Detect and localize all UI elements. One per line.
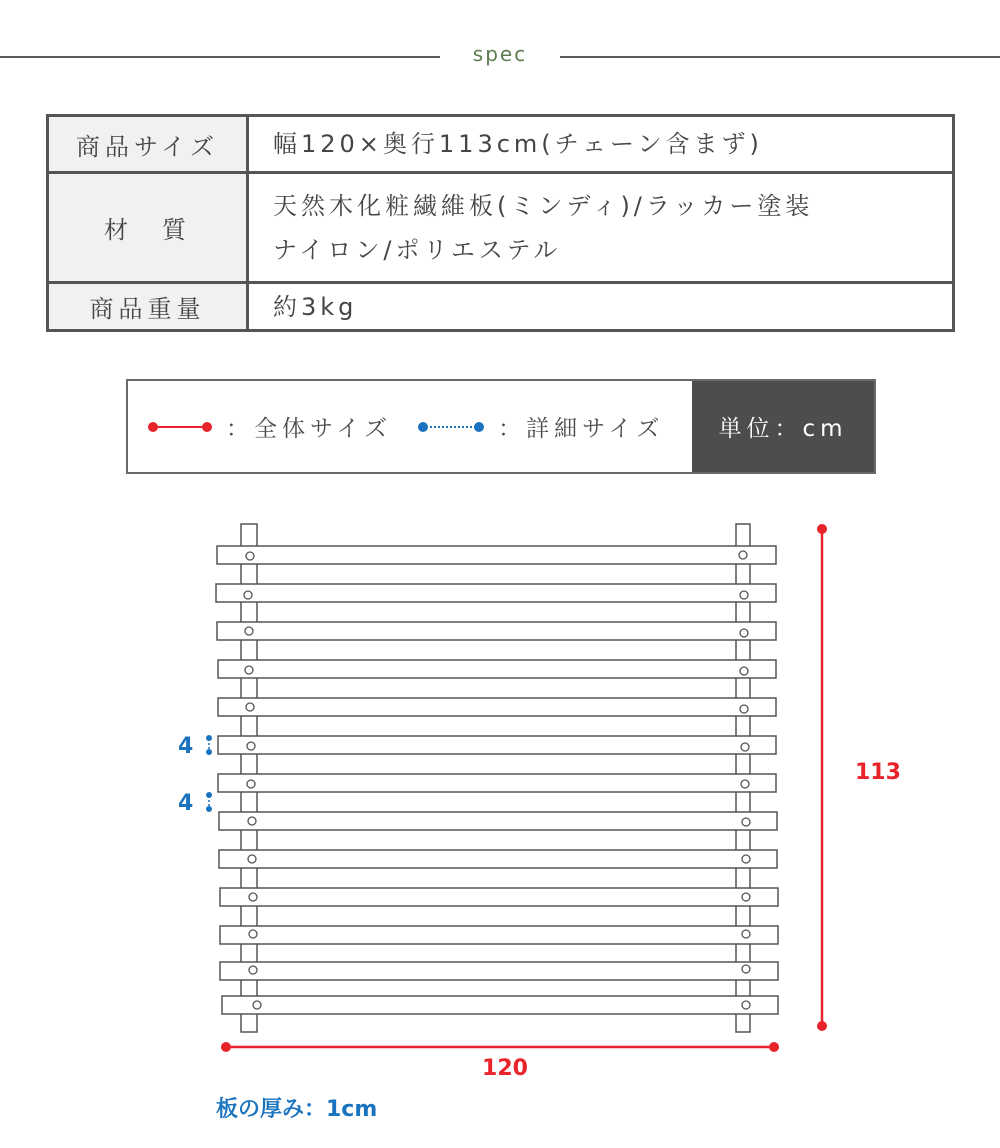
section-title: spec [472,42,528,66]
gap-label: 4 [178,734,194,759]
row-value [249,117,952,171]
gap-dimensions [206,735,212,812]
table-row-material [49,171,952,281]
divider-right [560,56,1000,58]
legend-detail-label: ：詳細サイズ [498,416,665,442]
spec-table [46,114,955,332]
value-line: 幅120×奥行113cm(チェーン含まず) [273,130,763,158]
value-line: 約3kg [273,292,358,321]
width-dimension [221,1042,779,1052]
value-line: ナイロン/ポリエステル [273,235,562,264]
row-value [249,284,952,329]
row-value [249,174,952,281]
row-label: 材 質 [49,174,249,281]
slat-blind-drawing [0,500,1000,1120]
table-row-size [49,117,952,171]
divider-left [0,56,440,58]
red-solid-line-icon [148,421,212,433]
width-label: 120 [482,1056,528,1081]
spec-header [0,40,1000,74]
dimension-legend [126,379,876,474]
table-row-weight [49,281,952,329]
legend-detail [418,410,664,443]
height-label: 113 [855,760,901,785]
legend-items [128,381,692,472]
legend-overall [148,410,392,443]
value-line: 天然木化粧繊維板(ミンディ)/ラッカー塗装 [273,191,814,220]
product-diagram [0,500,1000,1120]
height-dimension [817,524,827,1031]
blue-dotted-line-icon [418,421,484,433]
row-label: 商品サイズ [49,117,249,171]
row-label: 商品重量 [49,284,249,329]
gap-label: 4 [178,791,194,816]
unit-badge: 単位：cm [692,381,874,472]
thickness-note: 板の厚み：1cm [216,1097,378,1122]
legend-overall-label: ：全体サイズ [226,416,393,442]
